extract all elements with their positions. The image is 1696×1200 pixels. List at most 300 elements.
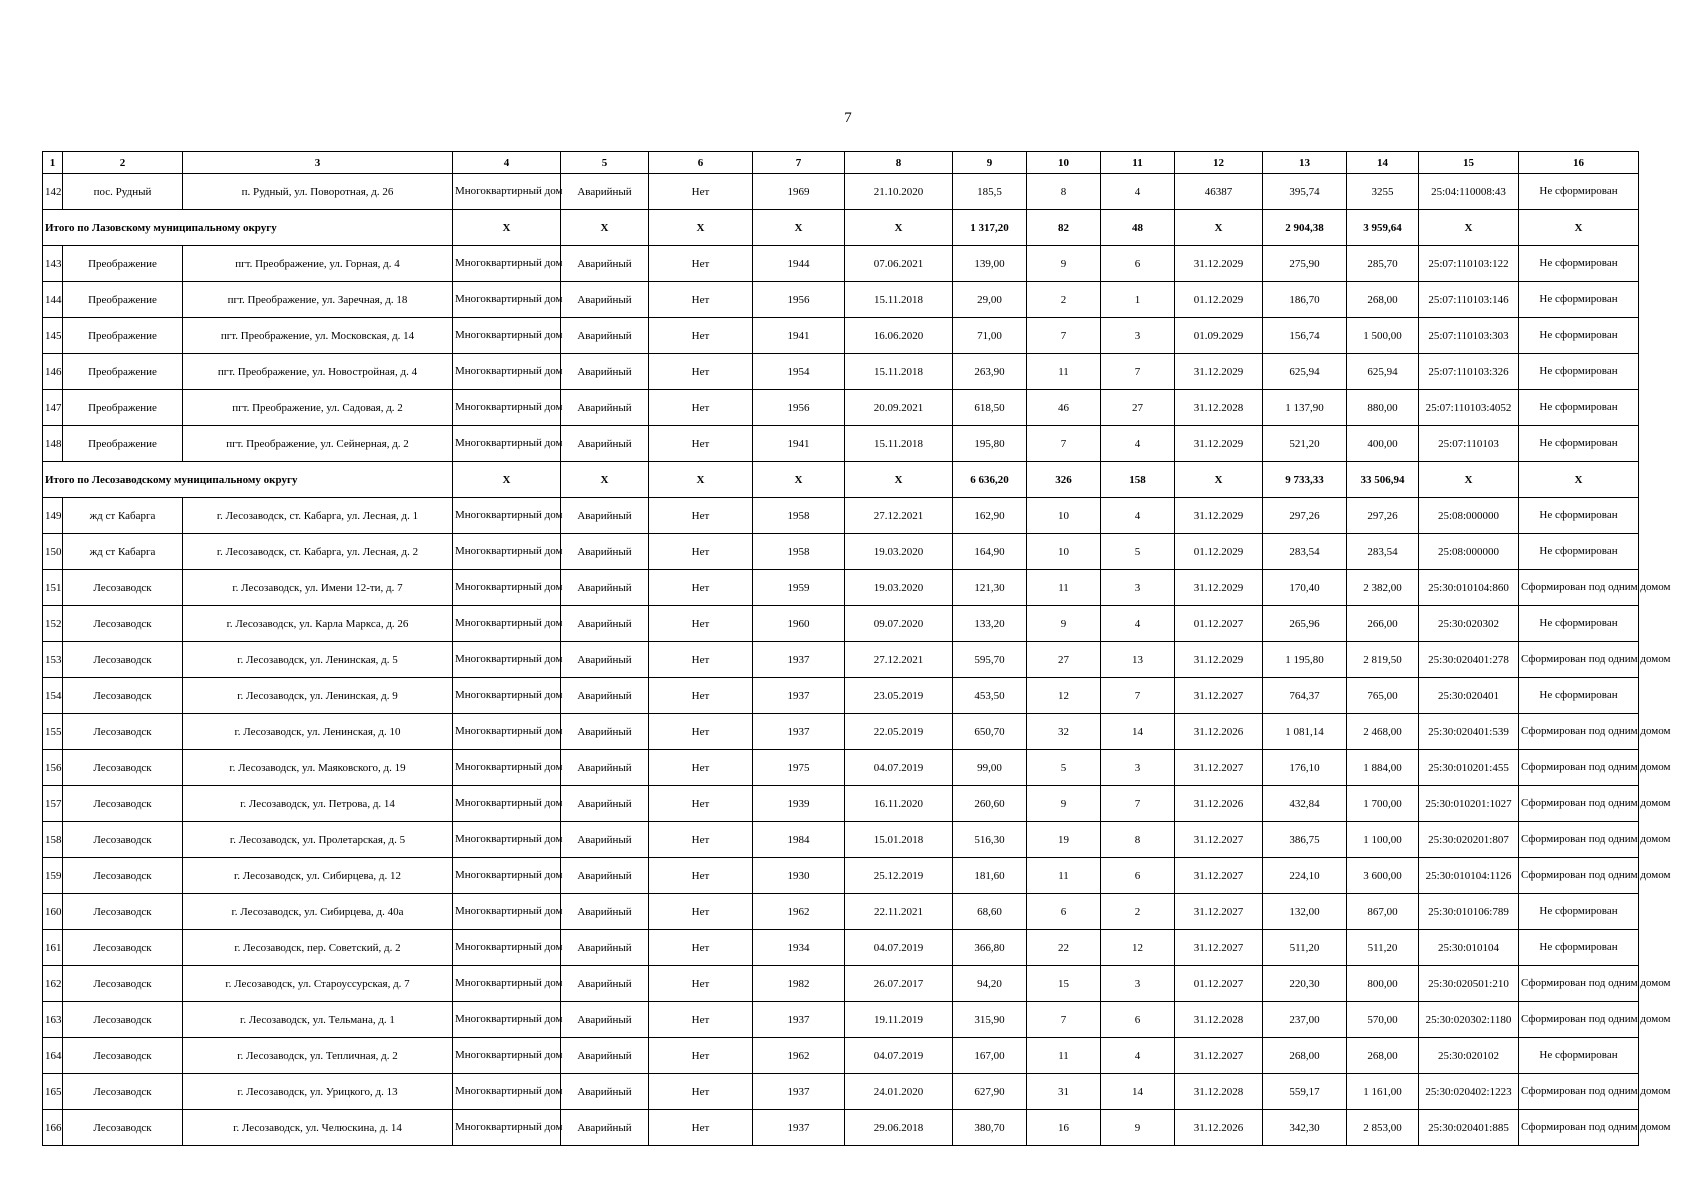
table-cell: 220,30 xyxy=(1263,966,1347,1002)
table-cell: 16.11.2020 xyxy=(845,786,953,822)
table-cell: Сформирован под одним домом xyxy=(1519,966,1639,1002)
total-cell: X xyxy=(649,210,753,246)
table-cell: г. Лесозаводск, ул. Маяковского, д. 19 xyxy=(183,750,453,786)
table-row xyxy=(43,1002,1639,1038)
table-cell: Не сформирован xyxy=(1519,318,1639,354)
table-cell: пгт. Преображение, ул. Садовая, д. 2 xyxy=(183,390,453,426)
table-cell: 4 xyxy=(1101,1038,1175,1074)
table-cell: Многоквартирный дом xyxy=(453,642,561,678)
table-cell: Сформирован под одним домом xyxy=(1519,822,1639,858)
table-cell: 25:30:010104 xyxy=(1419,930,1519,966)
table-cell: 158 xyxy=(43,822,63,858)
table-cell: 1937 xyxy=(753,1002,845,1038)
total-cell: X xyxy=(561,462,649,498)
table-cell: 268,00 xyxy=(1347,282,1419,318)
table-cell: 01.09.2029 xyxy=(1175,318,1263,354)
table-row xyxy=(43,498,1639,534)
table-row xyxy=(43,282,1639,318)
table-cell: 142 xyxy=(43,174,63,210)
table-cell: 22.11.2021 xyxy=(845,894,953,930)
table-cell: 521,20 xyxy=(1263,426,1347,462)
table-cell: Многоквартирный дом xyxy=(453,534,561,570)
table-cell: 400,00 xyxy=(1347,426,1419,462)
table-cell: Многоквартирный дом xyxy=(453,606,561,642)
table-body xyxy=(43,174,1671,1146)
table-cell: Не сформирован xyxy=(1519,390,1639,426)
table-cell: 99,00 xyxy=(953,750,1027,786)
table-cell: 31.12.2027 xyxy=(1175,930,1263,966)
table-cell: 29,00 xyxy=(953,282,1027,318)
table-row xyxy=(43,786,1639,822)
table-cell: 1962 xyxy=(753,894,845,930)
table-cell: 19.03.2020 xyxy=(845,570,953,606)
table-cell: 7 xyxy=(1027,426,1101,462)
table-cell: г. Лесозаводск, пер. Советский, д. 2 xyxy=(183,930,453,966)
table-cell: Не сформирован xyxy=(1519,498,1639,534)
table-cell: 6 xyxy=(1101,1002,1175,1038)
table-cell: 156 xyxy=(43,750,63,786)
table-cell: 12 xyxy=(1027,678,1101,714)
table-cell: Сформирован под одним домом xyxy=(1519,642,1639,678)
total-cell: X xyxy=(845,462,953,498)
table-cell: 31.12.2029 xyxy=(1175,570,1263,606)
table-cell: 25:07:110103:4052 xyxy=(1419,390,1519,426)
table-cell: г. Лесозаводск, ул. Тельмана, д. 1 xyxy=(183,1002,453,1038)
total-cell: X xyxy=(453,210,561,246)
table-cell: 25:30:020302:1180 xyxy=(1419,1002,1519,1038)
table-row xyxy=(43,1110,1639,1146)
table-cell: Лесозаводск xyxy=(63,750,183,786)
table-cell: Преображение xyxy=(63,426,183,462)
total-cell: X xyxy=(453,462,561,498)
table-cell: Нет xyxy=(649,282,753,318)
table-cell: 31.12.2027 xyxy=(1175,858,1263,894)
table-cell: 31.12.2027 xyxy=(1175,678,1263,714)
table-cell: 25:30:020401:885 xyxy=(1419,1110,1519,1146)
table-cell: 31.12.2029 xyxy=(1175,246,1263,282)
table-cell: 25:30:020102 xyxy=(1419,1038,1519,1074)
table-cell: Аварийный xyxy=(561,1074,649,1110)
table-cell: 162 xyxy=(43,966,63,1002)
table-cell: 511,20 xyxy=(1347,930,1419,966)
table-cell: Нет xyxy=(649,1038,753,1074)
table-cell: 133,20 xyxy=(953,606,1027,642)
table-cell: 3 xyxy=(1101,966,1175,1002)
table-cell: Нет xyxy=(649,678,753,714)
table-cell: Аварийный xyxy=(561,642,649,678)
total-cell: 1 317,20 xyxy=(953,210,1027,246)
table-cell: Многоквартирный дом xyxy=(453,1002,561,1038)
table-cell: 25:07:110103:122 xyxy=(1419,246,1519,282)
table-cell: Преображение xyxy=(63,354,183,390)
total-cell: X xyxy=(1519,462,1639,498)
table-cell: 15.11.2018 xyxy=(845,354,953,390)
table-header xyxy=(43,152,1639,174)
table-cell: Многоквартирный дом xyxy=(453,174,561,210)
table-row xyxy=(43,606,1639,642)
table-cell: Аварийный xyxy=(561,1038,649,1074)
table-cell: Сформирован под одним домом xyxy=(1519,1110,1639,1146)
table-row xyxy=(43,1074,1639,1110)
table-cell: 26.07.2017 xyxy=(845,966,953,1002)
table-cell: Аварийный xyxy=(561,966,649,1002)
table-cell: 268,00 xyxy=(1347,1038,1419,1074)
table-cell: 283,54 xyxy=(1347,534,1419,570)
table-row xyxy=(43,390,1639,426)
table-cell: 71,00 xyxy=(953,318,1027,354)
table-cell: 25:07:110103 xyxy=(1419,426,1519,462)
table-cell: Многоквартирный дом xyxy=(453,930,561,966)
table-cell: 25:30:010104:1126 xyxy=(1419,858,1519,894)
total-label: Итого по Лазовскому муниципальному округу xyxy=(43,210,453,246)
table-cell: пгт. Преображение, ул. Сейнерная, д. 2 xyxy=(183,426,453,462)
table-cell: 4 xyxy=(1101,426,1175,462)
table-cell: 16.06.2020 xyxy=(845,318,953,354)
total-cell: 6 636,20 xyxy=(953,462,1027,498)
column-header: 14 xyxy=(1347,152,1419,174)
table-cell: 1 700,00 xyxy=(1347,786,1419,822)
table-cell: Сформирован под одним домом xyxy=(1519,1074,1639,1110)
total-cell: 3 959,64 xyxy=(1347,210,1419,246)
table-cell: Преображение xyxy=(63,390,183,426)
table-cell: 432,84 xyxy=(1263,786,1347,822)
table-cell: 1960 xyxy=(753,606,845,642)
table-cell: 6 xyxy=(1027,894,1101,930)
column-header: 3 xyxy=(183,152,453,174)
total-cell: 48 xyxy=(1101,210,1175,246)
table-cell: 6 xyxy=(1101,858,1175,894)
table-cell: Аварийный xyxy=(561,750,649,786)
column-header: 11 xyxy=(1101,152,1175,174)
total-cell: X xyxy=(1419,210,1519,246)
table-cell: 132,00 xyxy=(1263,894,1347,930)
table-cell: Аварийный xyxy=(561,1110,649,1146)
table-cell: 1930 xyxy=(753,858,845,894)
table-cell: Нет xyxy=(649,1074,753,1110)
table-cell: Нет xyxy=(649,174,753,210)
total-cell: X xyxy=(649,462,753,498)
table-cell: 166 xyxy=(43,1110,63,1146)
table-cell: Нет xyxy=(649,930,753,966)
table-cell: 25:08:000000 xyxy=(1419,498,1519,534)
table-cell: 163 xyxy=(43,1002,63,1038)
table-cell: Не сформирован xyxy=(1519,426,1639,462)
table-cell: 25:30:010104:860 xyxy=(1419,570,1519,606)
table-row xyxy=(43,570,1639,606)
table-cell: Многоквартирный дом xyxy=(453,966,561,1002)
table-cell: 186,70 xyxy=(1263,282,1347,318)
table-cell: Нет xyxy=(649,390,753,426)
table-cell: г. Лесозаводск, ул. Пролетарская, д. 5 xyxy=(183,822,453,858)
table-cell: 13 xyxy=(1101,642,1175,678)
column-header: 8 xyxy=(845,152,953,174)
table-cell: Преображение xyxy=(63,246,183,282)
table-cell: Не сформирован xyxy=(1519,246,1639,282)
table-cell: 25:04:110008:43 xyxy=(1419,174,1519,210)
table-cell: 285,70 xyxy=(1347,246,1419,282)
table-cell: 25:30:020401 xyxy=(1419,678,1519,714)
table-cell: жд ст Кабарга xyxy=(63,498,183,534)
table-cell: 1954 xyxy=(753,354,845,390)
table-row xyxy=(43,1038,1639,1074)
total-cell: X xyxy=(753,462,845,498)
table-cell: 04.07.2019 xyxy=(845,750,953,786)
emergency-housing-table xyxy=(42,151,1671,1146)
table-row xyxy=(43,246,1639,282)
table-cell: 11 xyxy=(1027,858,1101,894)
table-row xyxy=(43,354,1639,390)
table-cell: 595,70 xyxy=(953,642,1027,678)
table-cell: 627,90 xyxy=(953,1074,1027,1110)
column-header: 10 xyxy=(1027,152,1101,174)
table-cell: 14 xyxy=(1101,714,1175,750)
table-cell: Нет xyxy=(649,642,753,678)
table-cell: 04.07.2019 xyxy=(845,1038,953,1074)
table-row xyxy=(43,174,1639,210)
table-cell: 297,26 xyxy=(1263,498,1347,534)
table-cell: 1958 xyxy=(753,534,845,570)
table-cell: Аварийный xyxy=(561,534,649,570)
table-cell: 09.07.2020 xyxy=(845,606,953,642)
table-cell: 283,54 xyxy=(1263,534,1347,570)
table-row xyxy=(43,750,1639,786)
table-cell: п. Рудный, ул. Поворотная, д. 26 xyxy=(183,174,453,210)
table-cell: 260,60 xyxy=(953,786,1027,822)
table-cell: 7 xyxy=(1027,318,1101,354)
table-cell: Лесозаводск xyxy=(63,1110,183,1146)
table-cell: 275,90 xyxy=(1263,246,1347,282)
table-cell: Нет xyxy=(649,750,753,786)
total-row xyxy=(43,210,1639,246)
table-cell: Многоквартирный дом xyxy=(453,570,561,606)
table-cell: 224,10 xyxy=(1263,858,1347,894)
table-cell: 1 081,14 xyxy=(1263,714,1347,750)
table-cell: 161 xyxy=(43,930,63,966)
table-cell: 1969 xyxy=(753,174,845,210)
table-cell: 22 xyxy=(1027,930,1101,966)
table-cell: 867,00 xyxy=(1347,894,1419,930)
table-cell: г. Лесозаводск, ул. Тепличная, д. 2 xyxy=(183,1038,453,1074)
table-cell: Нет xyxy=(649,822,753,858)
table-cell: 21.10.2020 xyxy=(845,174,953,210)
table-cell: 121,30 xyxy=(953,570,1027,606)
table-cell: Аварийный xyxy=(561,354,649,390)
table-cell: 31.12.2029 xyxy=(1175,354,1263,390)
column-header: 4 xyxy=(453,152,561,174)
table-cell: 1 161,00 xyxy=(1347,1074,1419,1110)
table-cell: 1937 xyxy=(753,1074,845,1110)
table-cell: 01.12.2029 xyxy=(1175,282,1263,318)
table-cell: Преображение xyxy=(63,318,183,354)
table-cell: 1937 xyxy=(753,642,845,678)
table-cell: 9 xyxy=(1101,1110,1175,1146)
total-row xyxy=(43,462,1639,498)
table-cell: 149 xyxy=(43,498,63,534)
table-cell: 195,80 xyxy=(953,426,1027,462)
table-cell: г. Лесозаводск, ул. Карла Маркса, д. 26 xyxy=(183,606,453,642)
table-row xyxy=(43,930,1639,966)
table-cell: Нет xyxy=(649,894,753,930)
table-row xyxy=(43,318,1639,354)
table-cell: Аварийный xyxy=(561,498,649,534)
table-cell: 618,50 xyxy=(953,390,1027,426)
table-cell: Многоквартирный дом xyxy=(453,894,561,930)
table-cell: 157 xyxy=(43,786,63,822)
column-header: 15 xyxy=(1419,152,1519,174)
table-row xyxy=(43,534,1639,570)
table-cell: 1 884,00 xyxy=(1347,750,1419,786)
table-cell: 10 xyxy=(1027,498,1101,534)
table-cell: 366,80 xyxy=(953,930,1027,966)
table-cell: 31 xyxy=(1027,1074,1101,1110)
table-cell: пгт. Преображение, ул. Московская, д. 14 xyxy=(183,318,453,354)
table-cell: 1 500,00 xyxy=(1347,318,1419,354)
column-header: 5 xyxy=(561,152,649,174)
table-cell: 7 xyxy=(1101,354,1175,390)
table-cell: 1937 xyxy=(753,714,845,750)
table-cell: 511,20 xyxy=(1263,930,1347,966)
table-cell: 880,00 xyxy=(1347,390,1419,426)
table-cell: Нет xyxy=(649,570,753,606)
table-cell: 29.06.2018 xyxy=(845,1110,953,1146)
table-cell: Аварийный xyxy=(561,930,649,966)
table-cell: 154 xyxy=(43,678,63,714)
table-cell: Не сформирован xyxy=(1519,606,1639,642)
table-cell: Многоквартирный дом xyxy=(453,354,561,390)
table-cell: 176,10 xyxy=(1263,750,1347,786)
page-number: 7 xyxy=(844,110,852,126)
table-cell: 4 xyxy=(1101,606,1175,642)
table-cell: 27 xyxy=(1101,390,1175,426)
table-cell: 19.11.2019 xyxy=(845,1002,953,1038)
table-cell: Многоквартирный дом xyxy=(453,246,561,282)
table-cell: 27 xyxy=(1027,642,1101,678)
table-cell: 147 xyxy=(43,390,63,426)
table-cell: Многоквартирный дом xyxy=(453,318,561,354)
table-cell: Многоквартирный дом xyxy=(453,858,561,894)
table-cell: г. Лесозаводск, ул. Староуссурская, д. 7 xyxy=(183,966,453,1002)
table-cell: 1956 xyxy=(753,390,845,426)
table-cell: г. Лесозаводск, ул. Ленинская, д. 10 xyxy=(183,714,453,750)
table-cell: 765,00 xyxy=(1347,678,1419,714)
table-cell: Лесозаводск xyxy=(63,894,183,930)
table-cell: Лесозаводск xyxy=(63,570,183,606)
table-cell: 764,37 xyxy=(1263,678,1347,714)
table-cell: 453,50 xyxy=(953,678,1027,714)
table-cell: 144 xyxy=(43,282,63,318)
table-cell: Аварийный xyxy=(561,282,649,318)
table-cell: г. Лесозаводск, ул. Ленинская, д. 9 xyxy=(183,678,453,714)
total-cell: X xyxy=(845,210,953,246)
total-cell: 158 xyxy=(1101,462,1175,498)
table-cell: г. Лесозаводск, ст. Кабарга, ул. Лесная, д. 1 xyxy=(183,498,453,534)
table-cell: 10 xyxy=(1027,534,1101,570)
table-cell: Многоквартирный дом xyxy=(453,714,561,750)
table-cell: 559,17 xyxy=(1263,1074,1347,1110)
table-cell: 1 195,80 xyxy=(1263,642,1347,678)
table-cell: Аварийный xyxy=(561,174,649,210)
table-cell: Нет xyxy=(649,534,753,570)
table-cell: пос. Рудный xyxy=(63,174,183,210)
table-cell: Многоквартирный дом xyxy=(453,1038,561,1074)
table-cell: Аварийный xyxy=(561,786,649,822)
table-cell: 297,26 xyxy=(1347,498,1419,534)
table-row xyxy=(43,714,1639,750)
table-cell: 15.01.2018 xyxy=(845,822,953,858)
table-cell: 31.12.2029 xyxy=(1175,498,1263,534)
table-cell: Лесозаводск xyxy=(63,714,183,750)
table-cell: Многоквартирный дом xyxy=(453,1074,561,1110)
table-cell: 25:30:010106:789 xyxy=(1419,894,1519,930)
table-cell: Лесозаводск xyxy=(63,858,183,894)
table-cell: 1 100,00 xyxy=(1347,822,1419,858)
table-cell: 160 xyxy=(43,894,63,930)
total-cell: X xyxy=(1519,210,1639,246)
table-cell: 14 xyxy=(1101,1074,1175,1110)
table-cell: Многоквартирный дом xyxy=(453,678,561,714)
table-cell: 25:30:020302 xyxy=(1419,606,1519,642)
table-cell: 27.12.2021 xyxy=(845,642,953,678)
table-cell: Аварийный xyxy=(561,390,649,426)
header-row xyxy=(43,152,1639,174)
table-cell: Лесозаводск xyxy=(63,966,183,1002)
table-row xyxy=(43,642,1639,678)
table-cell: 2 819,50 xyxy=(1347,642,1419,678)
table-cell: 19 xyxy=(1027,822,1101,858)
table-cell: 1958 xyxy=(753,498,845,534)
table-cell: 146 xyxy=(43,354,63,390)
table-cell: 164,90 xyxy=(953,534,1027,570)
table-cell: 5 xyxy=(1101,534,1175,570)
table-cell: Нет xyxy=(649,858,753,894)
table-cell: 2 xyxy=(1101,894,1175,930)
table-cell: Многоквартирный дом xyxy=(453,426,561,462)
table-cell: 1937 xyxy=(753,678,845,714)
table-cell: 25.12.2019 xyxy=(845,858,953,894)
table-cell: 342,30 xyxy=(1263,1110,1347,1146)
table-row xyxy=(43,894,1639,930)
table-cell: 152 xyxy=(43,606,63,642)
table-cell: 25:30:020401:278 xyxy=(1419,642,1519,678)
table-cell: 164 xyxy=(43,1038,63,1074)
table-cell: Многоквартирный дом xyxy=(453,750,561,786)
table-cell: 151 xyxy=(43,570,63,606)
total-cell: X xyxy=(1175,210,1263,246)
table-cell: Лесозаводск xyxy=(63,1002,183,1038)
table-cell: 16 xyxy=(1027,1110,1101,1146)
table-cell: 3255 xyxy=(1347,174,1419,210)
table-cell: 7 xyxy=(1101,678,1175,714)
table-cell: Сформирован под одним домом xyxy=(1519,714,1639,750)
table-cell: Многоквартирный дом xyxy=(453,390,561,426)
table-cell: Нет xyxy=(649,246,753,282)
table-cell: 01.12.2027 xyxy=(1175,966,1263,1002)
table-cell: Не сформирован xyxy=(1519,534,1639,570)
table-cell: 9 xyxy=(1027,246,1101,282)
table-cell: Аварийный xyxy=(561,246,649,282)
table-cell: 11 xyxy=(1027,570,1101,606)
table-cell: 155 xyxy=(43,714,63,750)
table-cell: 25:08:000000 xyxy=(1419,534,1519,570)
total-cell: 82 xyxy=(1027,210,1101,246)
table-cell: 8 xyxy=(1101,822,1175,858)
column-header: 16 xyxy=(1519,152,1639,174)
column-header: 12 xyxy=(1175,152,1263,174)
table-cell: 1939 xyxy=(753,786,845,822)
table-cell: 1956 xyxy=(753,282,845,318)
table-cell: 24.01.2020 xyxy=(845,1074,953,1110)
table-cell: пгт. Преображение, ул. Горная, д. 4 xyxy=(183,246,453,282)
